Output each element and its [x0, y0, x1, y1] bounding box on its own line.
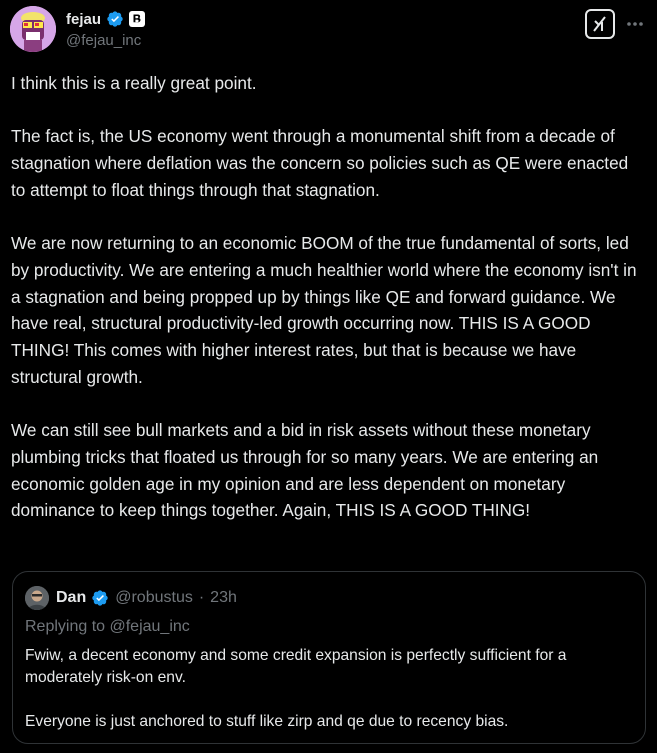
affiliate-badge-icon[interactable] [129, 11, 145, 27]
verified-badge-icon [106, 10, 124, 28]
avatar[interactable] [10, 6, 56, 52]
quoted-tweet-header [25, 586, 237, 610]
quoted-timestamp[interactable]: 23h [210, 589, 237, 606]
tweet-text [11, 70, 647, 524]
separator-dot: · [198, 589, 205, 606]
tweet-header [10, 6, 647, 56]
quoted-tweet-card[interactable] [12, 571, 646, 744]
tweet-paragraph: We are now returning to an economic BOOM of the true fundamental of sorts, led by productivity. We are entering a much healthier world where the economy isn't in a stagnation and being propped up by things like QE and forward guidance. We have real, structural productivity-led growth occurring now. THIS IS A GOOD THING! This comes with higher interest rates, but that is because we have structural growth. [11, 233, 637, 387]
tweet-paragraph: I think this is a really great point. [11, 73, 257, 93]
grok-button[interactable] [585, 9, 615, 39]
quoted-avatar-icon [25, 586, 49, 610]
grok-icon [591, 15, 609, 33]
tweet-paragraph: We can still see bull markets and a bid in risk assets without these monetary plumbing tricks that floated us through for so many years. We are entering an economic golden age in my opinion and are less dependent on monetary dominance to keep things together. Again, THIS IS A GOOD THING! [11, 420, 599, 521]
quoted-paragraph: Fwiw, a decent economy and some credit expansion is perfectly sufficient for a moderately risk-on env. [25, 647, 567, 686]
quoted-avatar[interactable] [25, 586, 49, 610]
quoted-author-handle[interactable]: @robustus [115, 589, 193, 606]
replying-to-label: Replying to @fejau_inc [25, 618, 190, 635]
quoted-paragraph: Everyone is just anchored to stuff like zirp and qe due to recency bias. [25, 713, 509, 730]
author-handle[interactable]: @fejau_inc [66, 32, 142, 49]
more-icon [626, 21, 644, 27]
more-options-button[interactable] [623, 12, 647, 36]
author-name-row [66, 8, 145, 30]
author-name[interactable]: fejau [66, 10, 102, 28]
quoted-author-name[interactable]: Dan [56, 589, 87, 606]
quoted-tweet-text [25, 645, 637, 733]
tweet-paragraph: The fact is, the US economy went through a monumental shift from a decade of stagnation where deflation was the concern so policies such as QE were enacted to attempt to float things through that stagnation. [11, 126, 629, 200]
quoted-verified-badge-icon [91, 589, 109, 607]
avatar-icon [10, 6, 56, 52]
